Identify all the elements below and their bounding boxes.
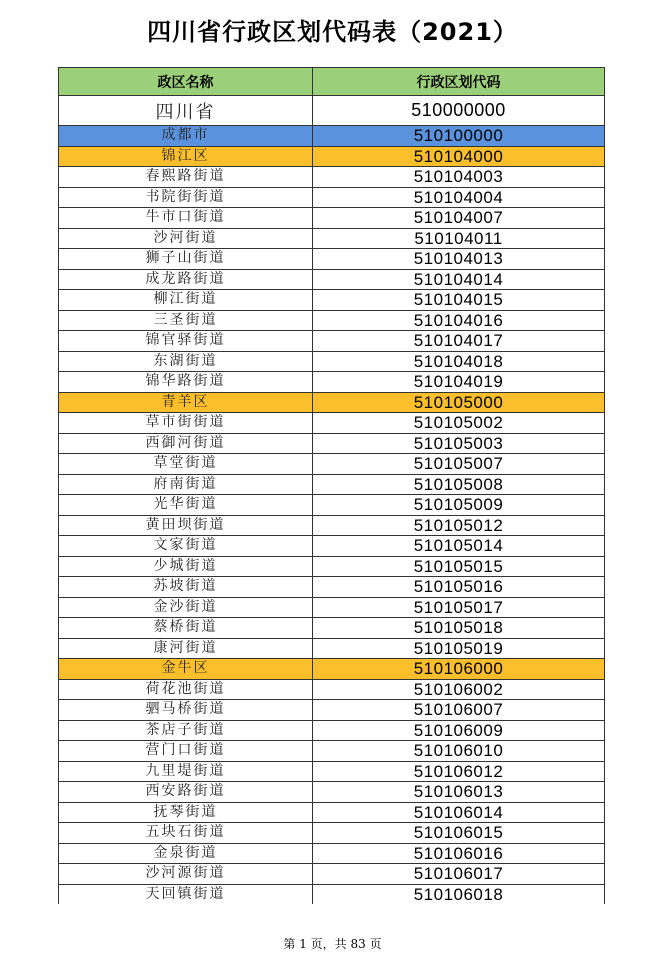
division-code: 510104018 [313,351,605,372]
division-name: 西御河街道 [59,433,313,454]
division-code: 510106014 [313,802,605,823]
division-name: 黄田坝街道 [59,515,313,536]
division-code: 510105008 [313,474,605,495]
division-name: 苏坡街道 [59,577,313,598]
division-code: 510106002 [313,679,605,700]
division-name: 春熙路街道 [59,167,313,188]
province-name: 四川省 [59,96,313,126]
division-name: 成都市 [59,126,313,147]
division-name: 五块石街道 [59,823,313,844]
document-title: 四川省行政区划代码表（2021） [147,18,518,46]
street-row [59,884,605,904]
street-row [59,679,605,700]
division-name: 金牛区 [59,659,313,680]
division-code: 510106013 [313,782,605,803]
division-name: 茶店子街道 [59,720,313,741]
street-row [59,372,605,393]
table-header-row [59,68,605,96]
street-row [59,823,605,844]
province-row [59,96,605,126]
street-row [59,167,605,188]
division-name: 书院街街道 [59,187,313,208]
division-code: 510106017 [313,864,605,885]
division-code: 510106012 [313,761,605,782]
street-row [59,208,605,229]
header-name: 政区名称 [59,68,313,96]
division-code: 510105019 [313,638,605,659]
street-row [59,433,605,454]
street-row [59,331,605,352]
division-name: 荷花池街道 [59,679,313,700]
street-row [59,187,605,208]
page-footer: 第 1 页，共 83 页 [283,937,382,951]
division-code: 510100000 [313,126,605,147]
street-row [59,638,605,659]
division-name: 天回镇街道 [59,884,313,904]
division-code: 510105016 [313,577,605,598]
street-row [59,228,605,249]
street-row [59,700,605,721]
division-code: 510106009 [313,720,605,741]
street-row [59,843,605,864]
street-row [59,577,605,598]
division-code: 510104015 [313,290,605,311]
division-name: 草堂街道 [59,454,313,475]
division-name: 锦官驿街道 [59,331,313,352]
division-name: 抚琴街道 [59,802,313,823]
division-code: 510105012 [313,515,605,536]
division-name: 九里堤街道 [59,761,313,782]
division-name: 金沙街道 [59,597,313,618]
division-code: 510104013 [313,249,605,270]
street-row [59,741,605,762]
street-row [59,454,605,475]
division-name: 三圣街道 [59,310,313,331]
division-code: 510104004 [313,187,605,208]
street-row [59,474,605,495]
division-name: 西安路街道 [59,782,313,803]
division-name: 青羊区 [59,392,313,413]
division-code: 510105015 [313,556,605,577]
division-name: 营门口街道 [59,741,313,762]
division-name: 文家街道 [59,536,313,557]
street-row [59,802,605,823]
street-row [59,515,605,536]
division-code: 510106010 [313,741,605,762]
division-name: 成龙路街道 [59,269,313,290]
division-code: 510106016 [313,843,605,864]
street-row [59,782,605,803]
division-code: 510105000 [313,392,605,413]
division-name: 府南街道 [59,474,313,495]
street-row [59,536,605,557]
division-name: 草市街街道 [59,413,313,434]
division-name: 金泉街道 [59,843,313,864]
division-code: 510105003 [313,433,605,454]
street-row [59,864,605,885]
district-row [59,659,605,680]
division-code: 510106000 [313,659,605,680]
street-row [59,290,605,311]
street-row [59,495,605,516]
division-name: 光华街道 [59,495,313,516]
district-row [59,392,605,413]
division-name: 柳江街道 [59,290,313,311]
division-code: 510105014 [313,536,605,557]
street-row [59,720,605,741]
street-row [59,413,605,434]
division-name: 狮子山街道 [59,249,313,270]
street-row [59,618,605,639]
division-code: 510105009 [313,495,605,516]
division-code: 510104019 [313,372,605,393]
division-code-table [58,67,605,904]
division-code: 510104014 [313,269,605,290]
division-code: 510104011 [313,228,605,249]
district-row [59,146,605,167]
division-code: 510105018 [313,618,605,639]
street-row [59,597,605,618]
division-code: 510105007 [313,454,605,475]
street-row [59,351,605,372]
division-name: 驷马桥街道 [59,700,313,721]
street-row [59,269,605,290]
city-row [59,126,605,147]
division-code: 510106007 [313,700,605,721]
street-row [59,556,605,577]
division-code: 510105017 [313,597,605,618]
street-row [59,310,605,331]
division-name: 少城街道 [59,556,313,577]
division-name: 沙河街道 [59,228,313,249]
division-code: 510104007 [313,208,605,229]
division-name: 蔡桥街道 [59,618,313,639]
division-name: 锦华路街道 [59,372,313,393]
division-code: 510105002 [313,413,605,434]
street-row [59,761,605,782]
division-name: 牛市口街道 [59,208,313,229]
division-code: 510104003 [313,167,605,188]
street-row [59,249,605,270]
division-name: 东湖街道 [59,351,313,372]
division-name: 沙河源街道 [59,864,313,885]
header-code: 行政区划代码 [313,68,605,96]
province-code: 510000000 [313,96,605,126]
division-code: 510104000 [313,146,605,167]
division-code: 510104017 [313,331,605,352]
division-name: 锦江区 [59,146,313,167]
division-code: 510106018 [313,884,605,904]
division-code: 510104016 [313,310,605,331]
division-code: 510106015 [313,823,605,844]
division-name: 康河街道 [59,638,313,659]
